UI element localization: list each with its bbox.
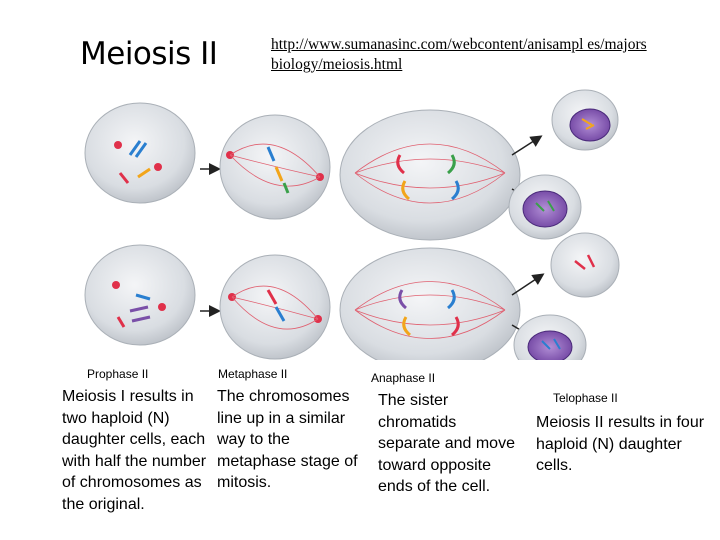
metaphase-cell-top: [220, 115, 330, 219]
telophase-cell-3: [551, 233, 619, 297]
telophase-label: Telophase II: [553, 391, 618, 405]
slide-title: Meiosis II: [80, 36, 218, 72]
telophase-description: Meiosis II results in four haploid (N) daughter cells.: [536, 414, 705, 474]
metaphase-description: The chromosomes line up in a similar way to the metaphase stage of mitosis.: [217, 388, 358, 491]
anaphase-label: Anaphase II: [371, 371, 436, 385]
prophase-description: Meiosis I results in two haploid (N) daughter cells, each with half the number of chromosomes as the original.: [62, 388, 207, 513]
metaphase-label: Metaphase II: [218, 367, 288, 381]
prophase-label: Prophase II: [87, 367, 149, 381]
telophase-cell-2: [509, 175, 581, 239]
anaphase-cell-top: [340, 110, 520, 240]
metaphase-cell-bottom: [220, 255, 330, 359]
arrow-icon: [512, 137, 540, 155]
anaphase-description: The sister chromatids separate and move toward opposite ends of the cell.: [378, 392, 515, 495]
arrow-icon: [512, 275, 542, 295]
source-link[interactable]: http://www.sumanasinc.com/webcontent/anisampl es/majorsbiology/meiosis.html: [271, 36, 647, 73]
prophase-cell-top: [85, 103, 195, 203]
meiosis-diagram: [80, 85, 620, 360]
telophase-cell-4: [514, 315, 586, 360]
prophase-cell-bottom: [85, 245, 195, 345]
telophase-cell-1: [552, 90, 618, 150]
anaphase-cell-bottom: [340, 248, 520, 360]
